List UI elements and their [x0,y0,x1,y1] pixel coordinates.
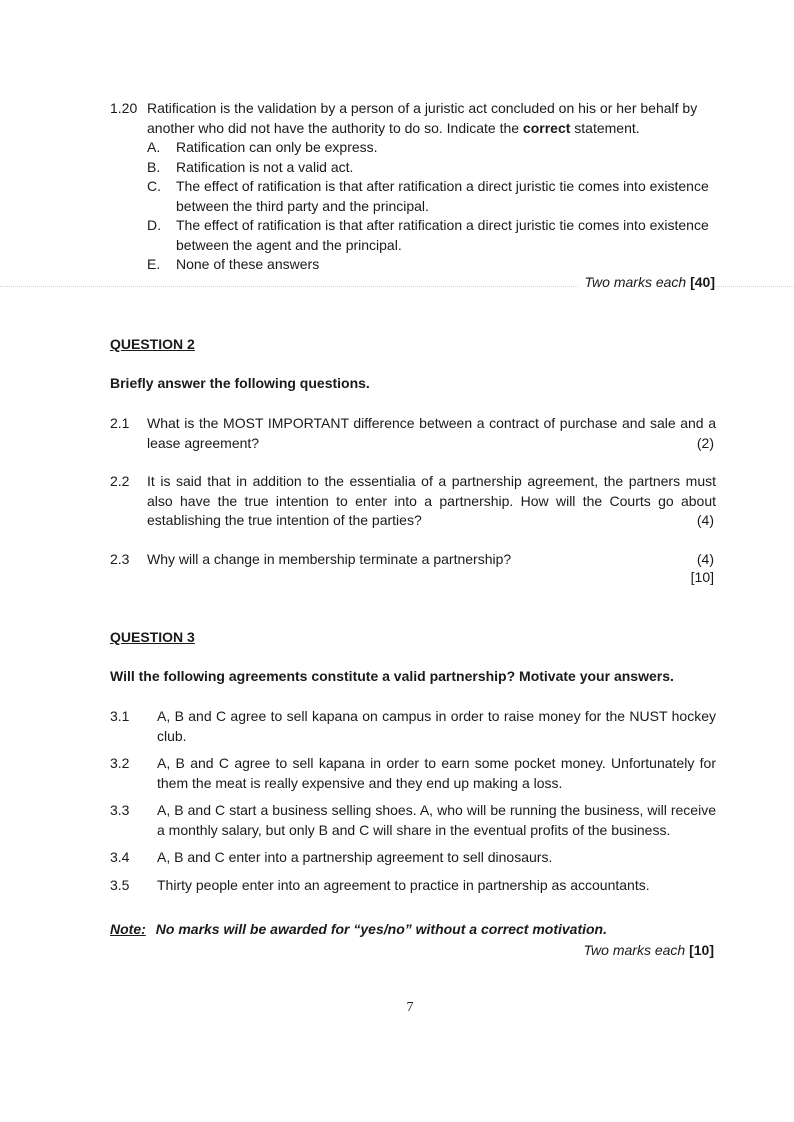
item-mark: (2) [696,434,714,451]
note-text: No marks will be awarded for “yes/no” without a correct motivation. [155,921,607,937]
item-text: What is the MOST IMPORTANT difference between a contract of purchase and sale and a lease agreement? [147,415,716,451]
item-text: Why will a change in membership terminate a partnership? [147,551,512,567]
item-number: 2.1 [110,415,130,431]
option-text: Ratification can only be express. [176,139,378,155]
item-number: 2.3 [110,551,130,567]
marks-line-q1 [0,274,794,294]
question-2-instruction: Briefly answer the following questions. [110,375,370,391]
answer-options [147,138,716,275]
item-number: 2.2 [110,473,130,489]
option-text: None of these answers [176,256,320,272]
option-letter: B. [147,158,161,175]
stem-text-end: statement. [570,119,640,136]
item-text: A, B and C agree to sell kapana on campus in order to raise money for the NUST hockey club. [157,708,716,744]
stem-text: Ratification is the validation by a person of a juristic act concluded on his or her behalf by another who did not have the authority to do so. Indicate the [147,100,698,136]
item-text: It is said that in addition to the essentialia of a partnership agreement, the partners must also have the true intention to enter into a partnership. How will the Courts go about establishing the true intention of the parties? [147,473,716,528]
question-stem [147,99,716,138]
option-d [147,216,716,255]
question-2-2 [110,472,716,531]
question-3-2 [110,754,716,793]
option-letter: A. [147,139,161,155]
question-3-heading: QUESTION 3 [110,629,195,645]
question-1-20 [110,99,716,275]
option-letter: D. [147,217,161,233]
page-number: 7 [406,1000,414,1015]
item-number: 3.2 [110,755,130,771]
item-number: 3.1 [110,708,130,724]
option-letter: C. [147,178,161,194]
option-text: The effect of ratification is that after ratification a direct juristic tie comes into existence between the third party and the principal. [176,178,709,214]
question-number: 1.20 [110,100,138,116]
marks-text: Two marks each [583,942,690,958]
question-3-1 [110,707,716,746]
item-number: 3.4 [110,849,130,865]
question-3-3 [110,801,716,840]
marks-allocation-q3 [584,942,714,958]
item-text: A, B and C start a business selling shoes. A, who will be running the business, will receive a monthly salary, but only B and C will share in the eventual profits of the business. [157,802,716,838]
marks-text: Two marks each [584,274,691,290]
option-text: The effect of ratification is that after ratification a direct juristic tie comes into existence between the agent and the principal. [176,217,709,253]
marks-total: [40] [690,274,715,290]
item-text: Thirty people enter into an agreement to practice in partnership as accountants. [157,877,650,893]
question-3-5 [110,876,716,896]
item-number: 3.5 [110,877,130,893]
option-text: Ratification is not a valid act. [176,158,354,175]
item-mark: (4) [696,551,714,567]
note-label: Note: [110,921,146,937]
option-b [147,158,716,178]
marks-total: [10] [689,942,714,958]
question-2-heading: QUESTION 2 [110,336,195,352]
question-3-4 [110,848,716,868]
item-text: A, B and C agree to sell kapana in order to earn some pocket money. Unfortunately for them the meat is really expensive and they end up making a loss. [157,755,716,791]
option-e [147,255,716,275]
question-2-3 [110,550,716,570]
item-text: A, B and C enter into a partnership agreement to sell dinosaurs. [157,849,553,865]
option-a [147,138,716,158]
option-letter: E. [147,256,161,272]
item-mark: (4) [696,512,714,528]
question-3-instruction: Will the following agreements constitute a valid partnership? Motivate your answers. [110,668,674,684]
question-2-1 [110,414,716,453]
note [110,921,607,937]
marks-allocation [579,274,715,290]
stem-bold-word: correct [522,119,571,136]
option-c [147,177,716,216]
question-2-total: [10] [690,569,714,585]
item-number: 3.3 [110,802,130,818]
